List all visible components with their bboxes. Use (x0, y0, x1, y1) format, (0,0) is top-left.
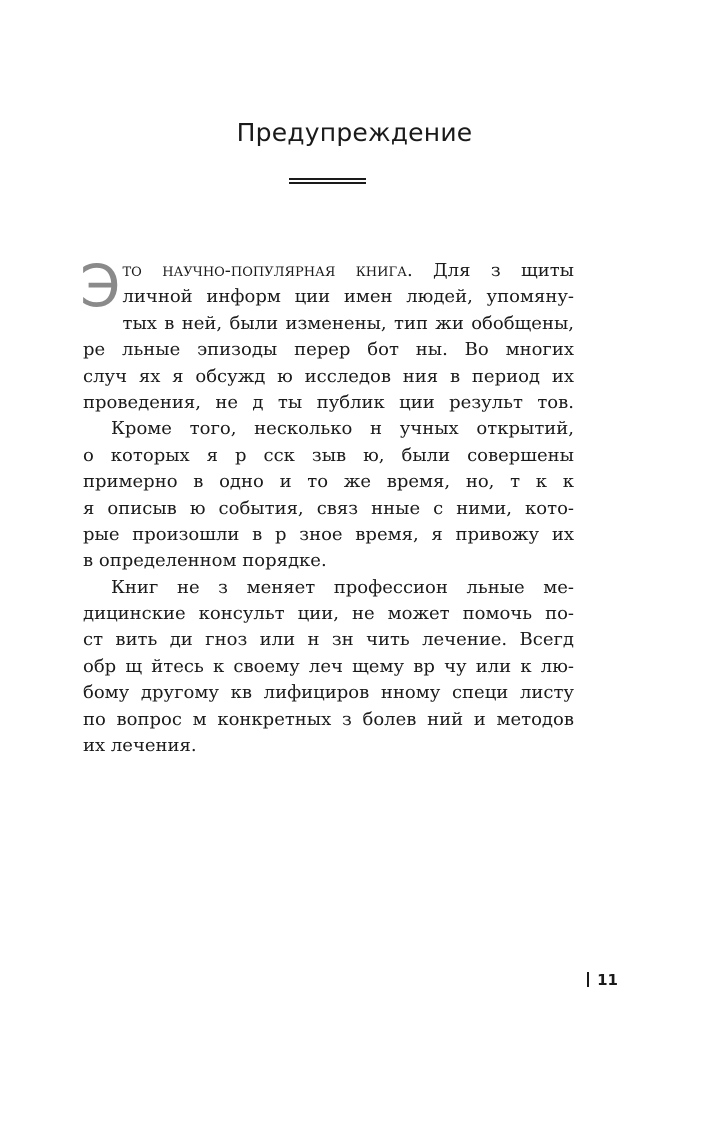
text-line: ст вить ди гноз или н зн чить лечение. Всегд (83, 629, 574, 651)
main-text (80, 252, 575, 759)
text-line: личной информ ции имен людей, упомяну- (122, 286, 574, 308)
text-line: примерно в одно и то же время, но, т к к (83, 471, 574, 493)
text-line: обр щ йтесь к своему леч щему вр чу или к лю- (83, 655, 574, 677)
text-line-fragment: Для з щиты (412, 260, 575, 281)
text-line: тых в ней, были изменены, тип жи обобщены, (122, 312, 574, 334)
title-divider (289, 178, 366, 184)
text-line: ре льные эпизоды перер бот ны. Во многих (83, 339, 574, 361)
text-line: в определенном порядке. (83, 550, 327, 572)
text-line: я описыв ю события, связ нные с ними, кото- (83, 497, 574, 519)
page-number-value: 11 (597, 971, 618, 989)
folio-bar (587, 972, 589, 987)
page-title: Предупреждение (236, 118, 473, 147)
text-line: их лечения. (83, 735, 197, 757)
text-line: по вопрос м конкретных з болев ний и методов (83, 708, 574, 730)
lead-in-smallcaps: то научно-популярная книга. (122, 260, 413, 281)
text-line: проведения, не д ты публик ции результ тов. (83, 391, 574, 413)
text-line: рые произошли в р зное время, я привожу их (83, 523, 574, 545)
text-line: случ ях я обсужд ю исследов ния в период их (83, 365, 574, 387)
page-number (587, 970, 618, 990)
drop-cap: Э (80, 252, 121, 320)
text-line: Кроме того, несколько н учных открытий, (111, 418, 574, 440)
text-line: дицинские консульт ции, не может помочь по- (83, 603, 574, 625)
text-line: бому другому кв лифициров нному специ листу (83, 682, 574, 704)
text-line: о которых я р сск зыв ю, были совершены (83, 444, 574, 466)
text-line: Книг не з меняет профессион льные ме- (111, 576, 574, 598)
text-line (83, 258, 574, 284)
